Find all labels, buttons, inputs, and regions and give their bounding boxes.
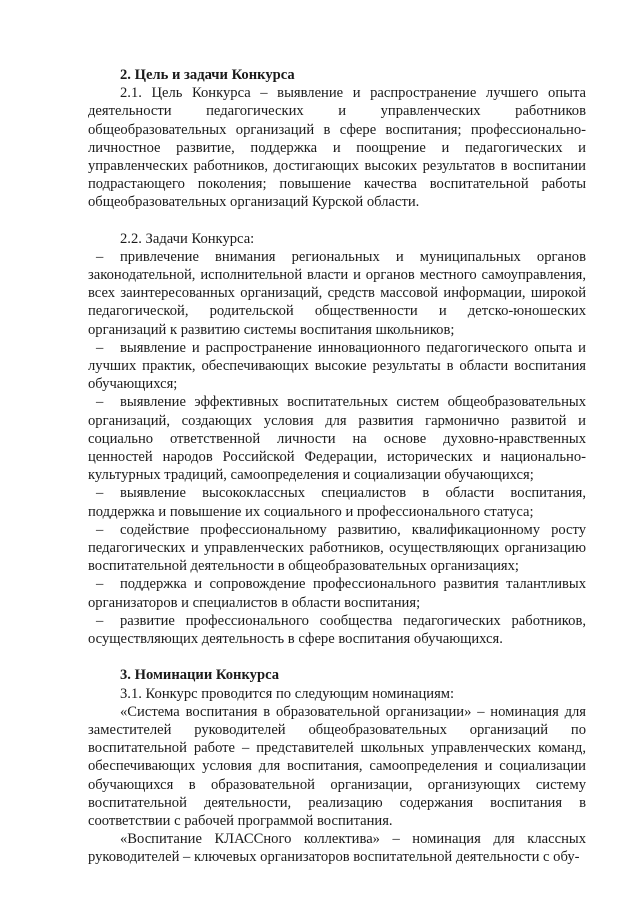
dash-marker: –: [96, 612, 104, 629]
dash-marker: –: [96, 394, 104, 411]
spacer: [88, 212, 586, 230]
dash-marker: –: [96, 248, 104, 265]
list-item: [88, 248, 586, 339]
spacer: [88, 648, 586, 666]
list-item: [88, 393, 586, 484]
nomination-system-paragraph: «Система воспитания в образовательной организации» – номинация для заместителей руководителей общеобразовательных организаций по воспитательной работе – представителей школьных управленческих команд, обеспечивающих условия для воспитания, самоопределения и социализации обучающихся в образовательной организации, организующих систему воспитательной деятельности, реализацию содержания воспитания в соответствии с рабочей программой воспитания.: [88, 703, 586, 829]
dash-marker: –: [96, 521, 104, 538]
section-3-heading: 3. Номинации Конкурса: [120, 667, 280, 684]
tasks-list: [88, 248, 586, 648]
dash-marker: –: [96, 485, 104, 502]
nominations-intro: 3.1. Конкурс проводится по следующим номинациям:: [120, 685, 455, 702]
list-item: [88, 339, 586, 394]
task-text: поддержка и сопровождение профессионального развития талантливых организаторов и специалистов в области воспитания;: [88, 576, 586, 611]
task-text: выявление эффективных воспитательных систем общеобразовательных организаций, создающих условия для развития гармонично развитой и социально ответственной личности на основе духовно-нравственных ценностей народов Российской Федерации, исторических и национально-культурных традиций, самоопределения и социализации обучающихся;: [88, 394, 586, 484]
list-item: [88, 521, 586, 576]
section-2-heading: 2. Цель и задачи Конкурса: [120, 67, 295, 83]
dash-marker: –: [96, 576, 104, 593]
document-page: [88, 66, 586, 867]
nomination-class-paragraph: «Воспитание КЛАССного коллектива» – номинация для классных руководителей – ключевых организаторов воспитательной деятельности с обу-: [88, 831, 586, 866]
dash-marker: –: [96, 339, 104, 356]
task-text: привлечение внимания региональных и муниципальных органов законодательной, исполнительной власти и органов местного самоуправления, всех заинтересованных организаций, средств массовой информации, широкой педагогической, родительской общественности и детско-юношеских организаций к развитию системы воспитания школьников;: [88, 248, 586, 338]
task-text: выявление и распространение инновационного педагогического опыта и лучших практик, обеспечивающих высокие результаты в области воспитания обучающихся;: [88, 339, 586, 393]
tasks-heading: 2.2. Задачи Конкурса:: [120, 230, 255, 247]
task-text: развитие профессионального сообщества педагогических работников, осуществляющих деятельность в сфере воспитания обучающихся.: [88, 612, 586, 648]
task-text: содействие профессиональному развитию, квалификационному росту педагогических и управленческих работников, осуществляющих организацию воспитательной деятельности в общеобразовательных организациях;: [88, 521, 586, 575]
list-item: [88, 612, 586, 648]
goal-paragraph: 2.1. Цель Конкурса – выявление и распространение лучшего опыта деятельности педагогических и управленческих работников общеобразовательных организаций в сфере воспитания; профессионально-личностное развитие, поддержка и поощрение и педагогических и управленческих работников, достигающих высоких результатов в воспитании подрастающего поколения; повышение качества воспитательной работы общеобразовательных организаций Курской области.: [88, 85, 586, 211]
task-text: выявление высококлассных специалистов в области воспитания, поддержка и повышение их социального и профессионального статуса;: [88, 485, 586, 520]
list-item: [88, 484, 586, 520]
list-item: [88, 575, 586, 611]
